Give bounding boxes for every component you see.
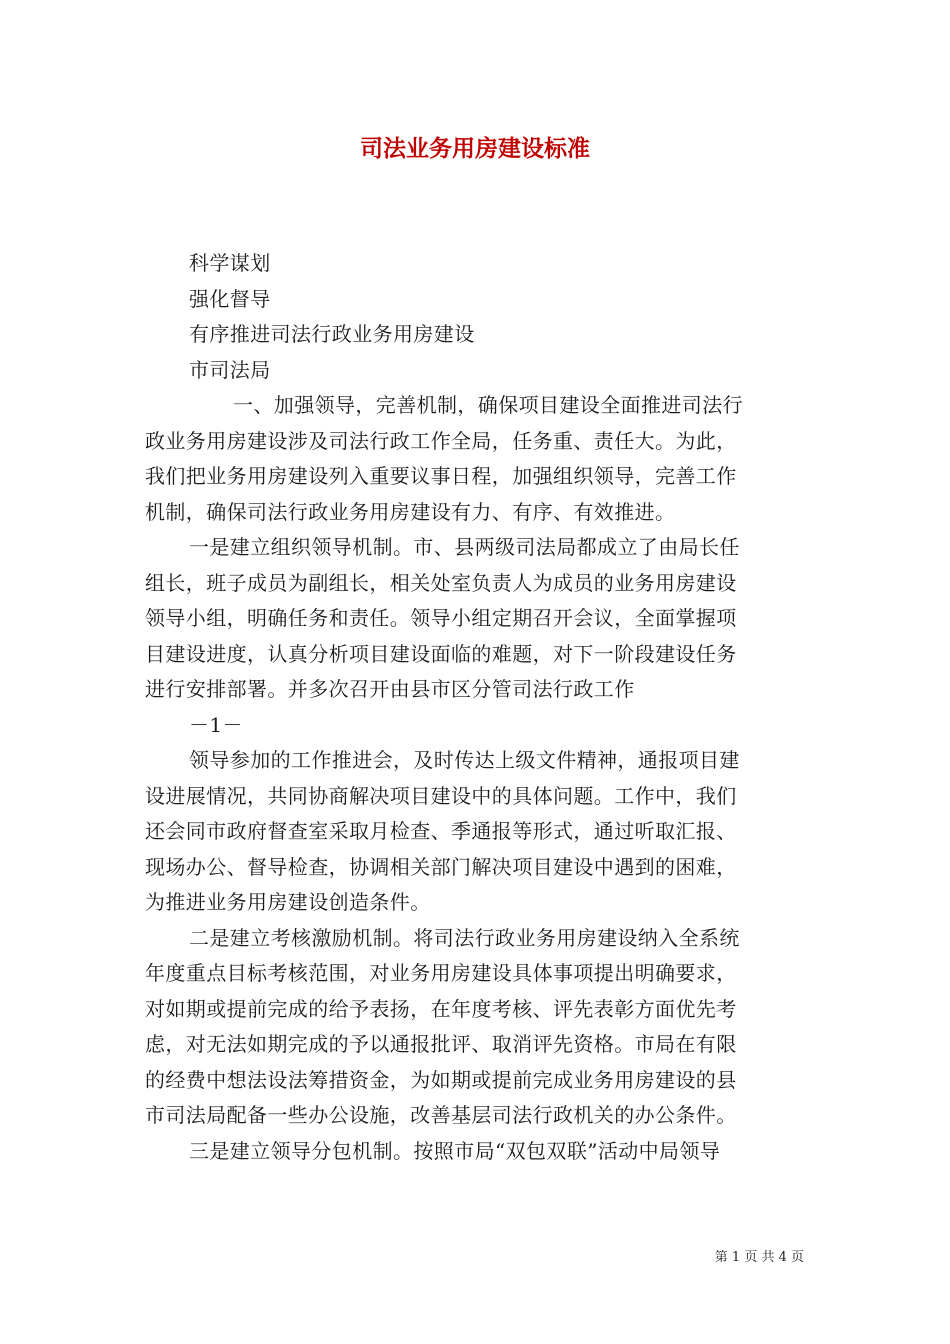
text-line: 三是建立领导分包机制。按照市局“双包双联”活动中局领导	[189, 1138, 721, 1163]
text-line: 的经费中想法设法筹措资金，为如期或提前完成业务用房建设的县	[145, 1067, 737, 1092]
text-line: 政业务用房建设涉及司法行政工作全局，任务重、责任大。为此，	[145, 428, 737, 453]
document-title: 司法业务用房建设标准	[360, 136, 590, 162]
text-line: 还会同市政府督查室采取月检查、季通报等形式，通过听取汇报、	[145, 819, 737, 843]
text-line: 现场办公、督导检查，协调相关部门解决项目建设中遇到的困难，	[145, 854, 737, 879]
text-line: 我们把业务用房建设列入重要议事日程，加强组织领导，完善工作	[145, 464, 737, 488]
text-line: 进行安排部署。并多次召开由县市区分管司法行政工作	[145, 677, 635, 701]
text-line: 一是建立组织领导机制。市、县两级司法局都成立了由局长任	[189, 535, 740, 559]
text-line: 有序推进司法行政业务用房建设	[189, 322, 475, 346]
text-line: 设进展情况，共同协商解决项目建设中的具体问题。工作中，我们	[145, 783, 737, 808]
text-line: 领导小组，明确任务和责任。领导小组定期召开会议，全面掌握项	[145, 606, 737, 630]
text-line: 虑，对无法如期完成的予以通报批评、取消评先资格。市局在有限	[145, 1032, 737, 1056]
text-line: 强化督导	[189, 286, 271, 311]
text-line: 市司法局	[189, 357, 271, 382]
text-line: 一、加强领导，完善机制，确保项目建设全面推进司法行	[233, 393, 743, 417]
text-line: 年度重点目标考核范围，对业务用房建设具体事项提出明确要求，	[145, 961, 737, 985]
text-line: 市司法局配备一些办公设施，改善基层司法行政机关的办公条件。	[145, 1103, 737, 1127]
document-body	[145, 246, 807, 1169]
text-line: 组长，班子成员为副组长，相关处室负责人为成员的业务用房建设	[145, 570, 737, 595]
text-line: 对如期或提前完成的给予表扬，在年度考核、评先表彰方面优先考	[145, 996, 737, 1021]
text-line: 机制，确保司法行政业务用房建设有力、有序、有效推进。	[145, 499, 676, 524]
text-line: 科学谋划	[189, 251, 271, 275]
text-line: 目建设进度，认真分析项目建设面临的难题，对下一阶段建设任务	[145, 641, 737, 666]
text-line: 领导参加的工作推进会，及时传达上级文件精神，通报项目建	[189, 748, 740, 772]
page-indicator: 第 1 页 共 4 页	[714, 1250, 804, 1265]
text-line: 为推进业务用房建设创造条件。	[145, 890, 431, 914]
text-line: 二是建立考核激励机制。将司法行政业务用房建设纳入全系统	[189, 925, 740, 950]
inline-page-number: －1－	[189, 712, 243, 737]
